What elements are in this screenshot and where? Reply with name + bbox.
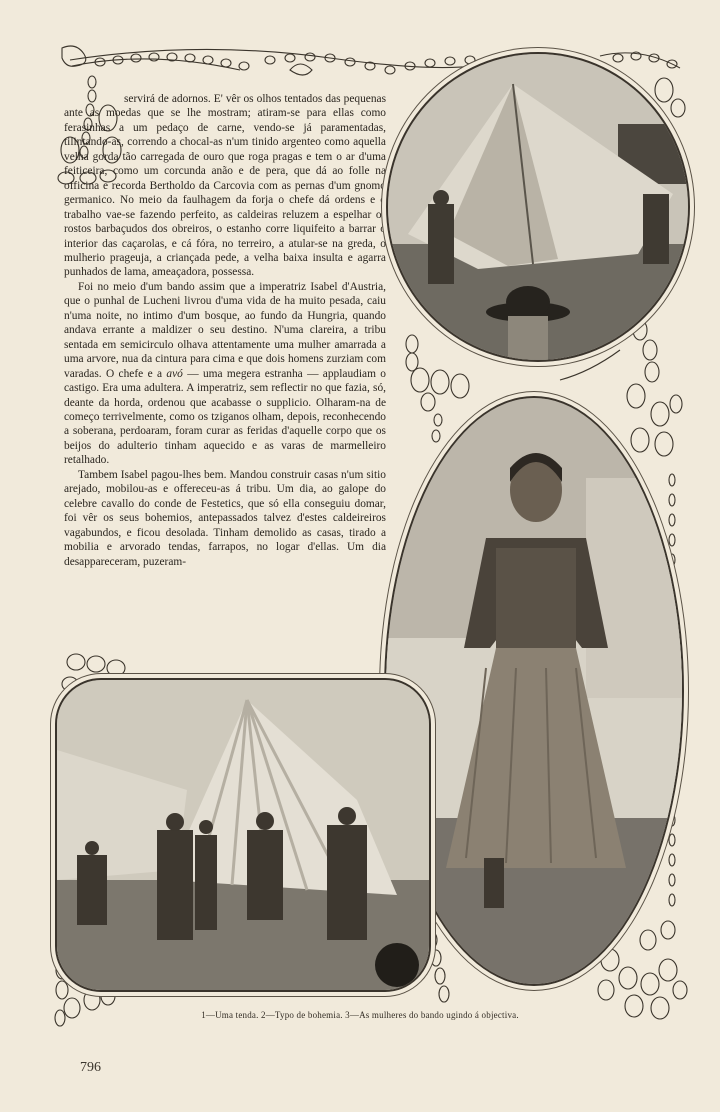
photo-tent	[386, 52, 690, 362]
paragraph-text-continued: — uma megera estranha — applaudiam o castigo. Era uma adultera. A imperatriz, sem reflectir no que fazia, só, deante da horda, ordenou que acabasse o supplicio. Olharam-na de começo terrivelmente, como os tziganos olham, depois, reconhecendo a soberana, perdoaram, foram curar as feridas d'aquelle corpo que os beijos do adulterio tinham aquecido e as varas de marmelleiro retalhado.	[64, 367, 386, 467]
photo-women-of-the-band	[55, 678, 431, 992]
figure-caption: 1—Uma tenda. 2—Typo de bohemia. 3—As mulheres do bando ugindo á objectiva.	[201, 1010, 519, 1020]
article-text-column	[64, 92, 386, 569]
article-paragraph: servirá de adornos. E' vêr os olhos tentados das pequenas ante as moedas que se lhe mostram; atiram-se para ellas como ferasinhas a um pedaço de carne, vendo-se já paramentadas, tilintando-as, correndo a chocal-as n'um tinido argenteo como aquella velha gorda tão carregada de ouro que roga pragas e tem o ar d'uma feiticeira, como um corcunda anão e de pera, que dá ao folle na officina e recorda Bertholdo da Carcovia com as pernas d'um gnomo germanico. No meio da faulhagem da forja o chefe dá ordens e o trabalho vae-se fazendo perfeito, as caldeiras reluzem a espelhar os rostos barbaçudos dos obreiros, o estanho corre liquifeito a barrar o interior das caçarolas, e cá fóra, no terreiro, a atular-se na greda, o mulherio prageuja, a criançada pede, a velha baixa insulta e agarra punhados de lama, ameaçadora, possessa.	[64, 93, 386, 279]
paragraph-text: Foi no meio d'um bando assim que a imperatriz Isabel d'Austria, que o punhal de Lucheni livrou d'uma vida de ha muito pesada, caiu n'uma noite, no intimo d'um bosque, ao fundo da Hungria, quando andava errante a maldizer o seu destino. N'uma clareira, a tribu sentada em semicirculo olhava attentamente uma mulher amarrada a uma arvore, nua da cintura para cima e que dois homens zurziam com varadas. O chefe e a	[64, 280, 386, 380]
page-number: 796	[80, 1060, 101, 1075]
article-paragraph	[64, 280, 386, 468]
women-photo-image	[57, 680, 429, 990]
tent-photo-image	[388, 54, 688, 360]
italic-word: avó	[166, 367, 183, 380]
article-paragraph: Tambem Isabel pagou-lhes bem. Mandou construir casas n'um sitio arejado, mobilou-as e offereceu-as á tribu. Um dia, ao galope do celebre cavallo do conde de Festetics, que só ella conseguiu domar, foi vêr os seus bohemios, antepassados talvez d'estes caldeireiros vagabundos, e ficou desolada. Tinham demolido as casas, tirado a mobilia e arvorado tendas, farrapos, no logar d'ellas. Um dia desappareceram, puzeram-	[64, 468, 386, 568]
